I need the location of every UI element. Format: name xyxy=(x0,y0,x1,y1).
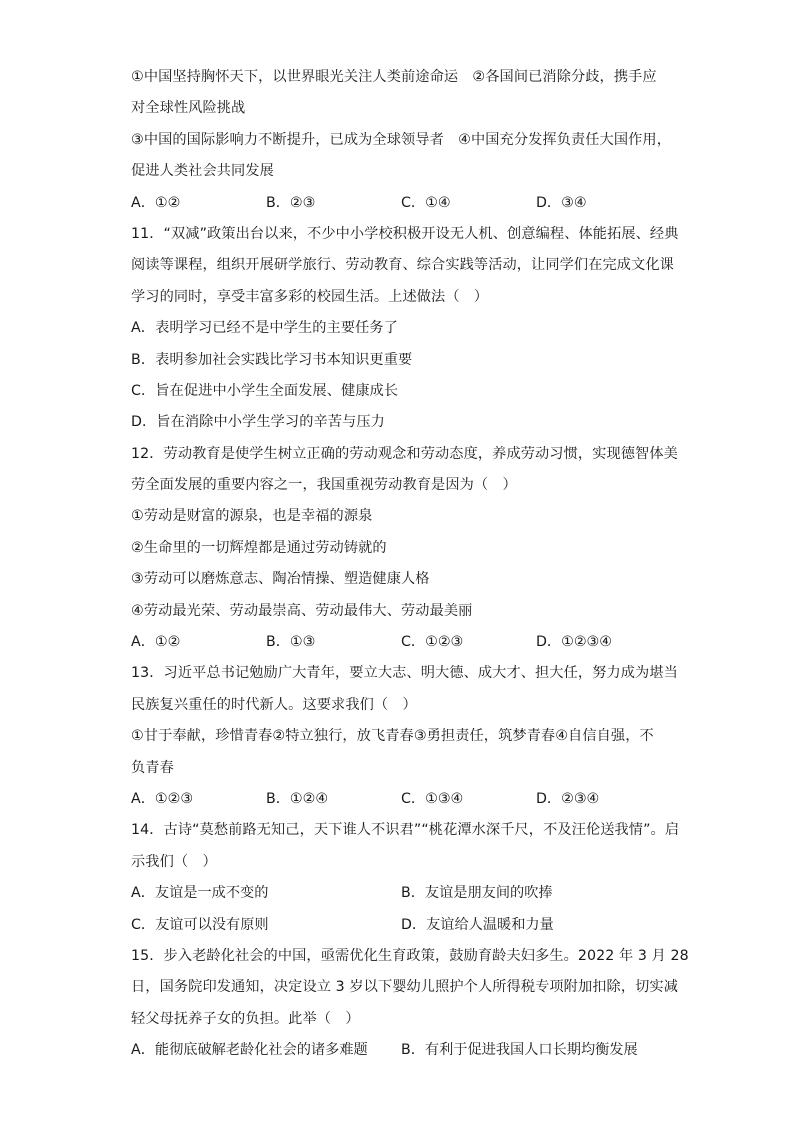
q14-option-d[interactable]: D．友谊给人温暖和力量 xyxy=(401,916,554,933)
q15-option-b[interactable]: B．有利于促进我国人口长期均衡发展 xyxy=(401,1042,638,1059)
q13-items-2: 负青春 xyxy=(131,759,174,776)
q10-option-b[interactable]: B．②③ xyxy=(266,194,316,211)
q11-option-a[interactable]: A．表明学习已经不是中学生的主要任务了 xyxy=(131,320,398,337)
q12-item-2: ②生命里的一切辉煌都是通过劳动铸就的 xyxy=(131,539,387,556)
q10-options xyxy=(131,188,671,219)
q14-stem-2: 示我们（ ） xyxy=(131,853,217,870)
q15-options-row-1 xyxy=(131,1035,671,1066)
q11-stem-1: 11．“双减”政策出台以来，不少中小学校积极开设无人机、创意编程、体能拓展、经典 xyxy=(131,225,679,242)
q12-option-d[interactable]: D．①②③④ xyxy=(536,634,612,651)
q12-option-b[interactable]: B．①③ xyxy=(266,634,316,651)
q13-option-b[interactable]: B．①②④ xyxy=(266,790,329,807)
q10-option-a[interactable]: A．①② xyxy=(131,194,181,211)
q10-statement-1-cont: 对全球性风险挑战 xyxy=(131,100,246,117)
q15-option-a[interactable]: A．能彻底破解老龄化社会的诸多难题 xyxy=(131,1042,368,1059)
q12-item-1: ①劳动是财富的源泉，也是幸福的源泉 xyxy=(131,508,373,525)
q11-stem-2: 阅读等课程，组织开展研学旅行、劳动教育、综合实践等活动，让同学们在完成文化课 xyxy=(131,257,674,274)
q14-options-row-1 xyxy=(131,878,671,909)
q14-option-c[interactable]: C．友谊可以没有原则 xyxy=(131,916,269,933)
q12-stem-1: 12．劳动教育是使学生树立正确的劳动观念和劳动态度，养成劳动习惯，实现德智体美 xyxy=(131,445,678,462)
q12-item-4: ④劳动最光荣、劳动最崇高、劳动最伟大、劳动最美丽 xyxy=(131,602,473,619)
q14-options-row-2 xyxy=(131,910,671,941)
q12-option-c[interactable]: C．①②③ xyxy=(401,634,464,651)
q11-option-b[interactable]: B．表明参加社会实践比学习书本知识更重要 xyxy=(131,351,413,368)
q15-stem-3: 轻父母抚养子女的负担。此举（ ） xyxy=(131,1010,360,1027)
q11-option-d[interactable]: D．旨在消除中小学生学习的辛苦与压力 xyxy=(131,414,385,431)
q13-stem-1: 13．习近平总书记勉励广大青年，要立大志、明大德、成大才、担大任，努力成为堪当 xyxy=(131,665,678,682)
q13-option-d[interactable]: D．②③④ xyxy=(536,790,600,807)
q13-items-1: ①甘于奉献，珍惜青春②特立独行，放飞青春③勇担责任，筑梦青春④自信自强，不 xyxy=(131,728,654,745)
q14-option-a[interactable]: A．友谊是一成不变的 xyxy=(131,885,269,902)
q11-option-c[interactable]: C．旨在促进中小学生全面发展、健康成长 xyxy=(131,382,399,399)
q13-stem-2: 民族复兴重任的时代新人。这要求我们（ ） xyxy=(131,696,417,713)
q10-statement-2: ③中国的国际影响力不断提升，已成为全球领导者 ④中国充分发挥负责任大国作用， xyxy=(131,131,671,148)
q10-statement-1: ①中国坚持胸怀天下，以世界眼光关注人类前途命运 ②各国间已消除分歧，携手应 xyxy=(131,69,657,85)
q15-stem-2: 日，国务院印发通知，决定设立 3 岁以下婴幼儿照护个人所得税专项附加扣除，切实减 xyxy=(131,979,678,996)
q11-stem-3: 学习的同时，享受丰富多彩的校园生活。上述做法（ ） xyxy=(131,288,489,305)
q12-item-3: ③劳动可以磨炼意志、陶冶情操、塑造健康人格 xyxy=(131,571,430,588)
q15-stem-1: 15．步入老龄化社会的中国，亟需优化生育政策，鼓励育龄夫妇多生。2022 年 3 月 28 xyxy=(131,947,689,964)
q10-option-c[interactable]: C．①④ xyxy=(401,194,451,211)
q10-option-d[interactable]: D．③④ xyxy=(536,194,587,211)
exam-page xyxy=(131,62,689,1067)
q10-statement-2-cont: 促进人类社会共同发展 xyxy=(131,163,274,180)
q14-option-b[interactable]: B．友谊是朋友间的吹捧 xyxy=(401,885,553,902)
q13-option-a[interactable]: A．①②③ xyxy=(131,790,194,807)
q14-stem-1: 14．古诗“莫愁前路无知己，天下谁人不识君”“桃花潭水深千尺，不及汪伦送我情”。启 xyxy=(131,822,680,839)
q13-option-c[interactable]: C．①③④ xyxy=(401,790,464,807)
q13-options xyxy=(131,784,671,815)
q12-stem-2: 劳全面发展的重要内容之一，我国重视劳动教育是因为（ ） xyxy=(131,477,517,494)
q12-options xyxy=(131,627,671,658)
q12-option-a[interactable]: A．①② xyxy=(131,634,181,651)
